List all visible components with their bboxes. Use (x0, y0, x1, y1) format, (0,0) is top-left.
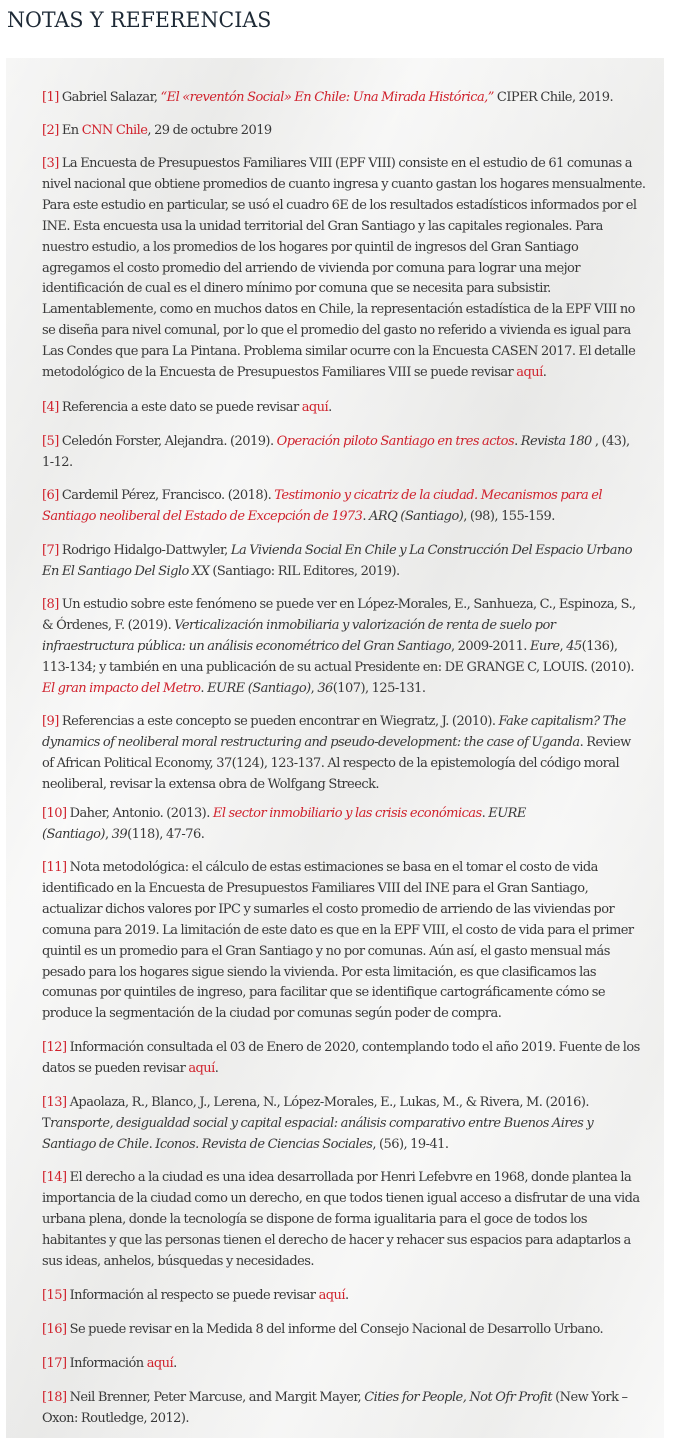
note-number[interactable]: [9] (42, 714, 59, 729)
note-text: Daher, Antonio. (2013). (66, 806, 213, 821)
note-link[interactable]: aquí (301, 400, 329, 415)
note-6 (42, 486, 642, 528)
note-text: . (148, 1136, 156, 1152)
note-text: (107), 125-131. (332, 680, 426, 696)
note-link[interactable]: aquí (188, 1060, 215, 1076)
note-link[interactable]: “El «reventón Social» En Chile: Una Mirada Histórica,” (160, 90, 494, 105)
note-number[interactable]: [6] (42, 488, 59, 503)
note-14 (42, 1168, 642, 1273)
note-text: Apaolaza, R., Blanco, J., Lerena, N., López-Morales, E., Lukas, M., & Rivera, M. (2016). T (42, 1095, 589, 1131)
note-text: Referencias a este concepto se pueden encontrar en Wiegratz, J. (2010). (58, 714, 499, 729)
note-13 (42, 1093, 642, 1156)
note-number[interactable]: [1] (42, 90, 59, 105)
note-text: . (214, 1060, 219, 1076)
note-text: Información consultada el 03 de Enero de 2020, contemplando todo el año 2019. Fuente de los datos se pueden revisar (42, 1040, 640, 1076)
note-text: Gabriel Salazar, (58, 90, 161, 105)
note-text: Un estudio sobre este fenómeno se puede ver en López-Morales, E., Sanhueza, C., Espinoza, S., & Órdenes, F. (2019). (42, 597, 636, 633)
note-link[interactable]: Operación piloto Santiago en tres actos (276, 434, 515, 449)
note-title: Fake capitalism? The dynamics of neoliberal moral restructuring and pseudo-development: the case of Uganda (42, 714, 626, 750)
note-3 (42, 154, 646, 384)
note-number[interactable]: [11] (42, 860, 67, 875)
note-title: Revista 180 (520, 434, 592, 449)
note-link[interactable]: Testimonio y cicatriz de la ciudad. Mecanismos para el Santiago neoliberal del Estado de Excepción de 1973 (42, 488, 603, 524)
note-text: , (43), 1-12. (42, 434, 630, 470)
note-text: . (481, 806, 489, 821)
note-text: . (362, 508, 370, 524)
note-text: Nota metodológica: el cálculo de estas estimaciones se basa en el tomar el costo de vida identificado en la Encuesta de Presupuestos Familiares VIII del INE para el Gran Santiago, actualizar dichos valores por IPC y sumarles el costo promedio de arriendo de las viviendas por comuna para 2019. La limitación de este dato es que en la EPF VIII, el costo de vida para el primer quintil es un promedio para el Gran Santiago y no por comunas. Aún así, el gasto mensual más pesado para los hogares sigue siendo la vivienda. Por esta limitación, es que clasificamos las comunas por quintiles de ingreso, para facilitar que se identifique cartográficamente cómo se produce la segmentación de la ciudad por comunas según poder de compra. (42, 860, 634, 1022)
note-text: (118), 47-76. (127, 826, 205, 842)
note-title: La Vivienda Social En Chile y La Construcción Del Espacio Urbano En El Santiago Del Siglo XX (42, 543, 633, 579)
note-title: 39 (111, 826, 128, 842)
page-title: NOTAS Y REFERENCIAS (7, 8, 272, 32)
note-text: , 29 de octubre 2019 (147, 123, 272, 138)
note-text: . (344, 1288, 349, 1303)
note-link[interactable]: El gran impacto del Metro (42, 680, 201, 696)
note-4 (42, 398, 642, 419)
note-link[interactable]: aquí (516, 365, 543, 381)
note-text: . (173, 1356, 177, 1371)
note-title: EURE (Santiago) (42, 806, 526, 842)
note-number[interactable]: [10] (42, 806, 67, 821)
note-text: . (514, 434, 521, 449)
note-text: , (559, 638, 567, 654)
note-title: EURE (Santiago) (207, 680, 311, 696)
note-16 (42, 1320, 642, 1341)
note-9 (42, 712, 642, 796)
note-title: Eure (529, 638, 560, 654)
note-number[interactable]: [2] (42, 123, 59, 138)
note-2 (42, 121, 642, 142)
note-17 (42, 1354, 642, 1375)
note-number[interactable]: [17] (42, 1356, 67, 1371)
note-number[interactable]: [14] (42, 1170, 67, 1185)
note-11 (42, 858, 642, 1025)
note-title: Iconos. Revista de Ciencias Sociales (155, 1136, 373, 1152)
note-title: Cities for People, Not Ofr Profit (364, 1390, 553, 1405)
note-number[interactable]: [15] (42, 1288, 67, 1303)
note-link[interactable]: aquí (318, 1288, 345, 1303)
note-title: 45 (566, 638, 582, 654)
note-text: . (328, 400, 332, 415)
note-number[interactable]: [18] (42, 1390, 67, 1405)
note-text: Celedón Forster, Alejandra. (2019). (58, 434, 277, 449)
note-number[interactable]: [8] (42, 597, 59, 612)
note-7 (42, 541, 642, 583)
note-number[interactable]: [7] (42, 543, 59, 558)
note-1 (42, 88, 642, 109)
note-text: (New York – Oxon: Routledge, 2012). (42, 1390, 628, 1426)
note-text: (Santiago: RIL Editores, 2019). (209, 563, 400, 579)
note-text: El derecho a la ciudad es una idea desarrollada por Henri Lefebvre en 1968, donde plantea la importancia de la ciudad como un derecho, en que todos tienen igual acceso a disfrutar de una vida urbana plena, donde la tecnología se dispone de forma igualitaria para el goce de todos los habitantes y que las personas tienen el derecho de hacer y rehacer sus espacios para adaptarlos a sus ideas, anhelos, búsquedas y necesidades. (42, 1170, 640, 1269)
note-18 (42, 1388, 642, 1430)
note-text: Cardemil Pérez, Francisco. (2018). (58, 488, 275, 503)
note-text: . (542, 365, 547, 381)
note-number[interactable]: [4] (42, 400, 59, 415)
note-text: CIPER Chile, 2019. (493, 90, 614, 105)
note-12 (42, 1038, 642, 1080)
note-text: Información al respecto se puede revisar (66, 1288, 319, 1303)
note-text: . (200, 680, 208, 696)
note-8 (42, 595, 642, 700)
note-text: Referencia a este dato se puede revisar (58, 400, 302, 415)
note-text: , (104, 826, 112, 842)
note-title: ARQ (Santiago) (369, 508, 464, 524)
note-text: , (98), 155-159. (463, 508, 555, 524)
note-link[interactable]: CNN Chile (81, 123, 148, 138)
note-number[interactable]: [3] (42, 156, 59, 171)
note-text: En (58, 123, 82, 138)
note-text: Neil Brenner, Peter Marcuse, and Margit Mayer, (66, 1390, 365, 1405)
note-title: 36 (317, 680, 333, 696)
note-text: Se puede revisar en la Medida 8 del informe del Consejo Nacional de Desarrollo Urbano. (66, 1322, 604, 1337)
note-text: , (56), 19-41. (372, 1136, 449, 1152)
note-number[interactable]: [12] (42, 1040, 67, 1055)
note-text: . Review of African Political Economy, 37(124), 123-137. Al respecto de la epistemología del código moral neoliberal, revisar la extensa obra de Wolfgang Streeck. (42, 734, 631, 792)
note-text: La Encuesta de Presupuestos Familiares VIII (EPF VIII) consiste en el estudio de 61 comunas a nivel nacional que obtiene promedios de cuanto ingresa y cuanto gastan los hogares mensualmente. Para este estudio en particular, se usó el cuadro 6E de los resultados estadísticos informados por el INE. Esta encuesta usa la unidad territorial del Gran Santiago y las capitales regionales. Para nuestro estudio, a los promedios de los hogares por quintil de ingresos del Gran Santiago agregamos el costo promedio del arriendo de vivienda por comuna para lograr una mejor identificación de cual es el dinero mínimo por comuna que se necesita para subsistir. Lamentablemente, como en muchos datos en Chile, la representación estadística de la EPF VIII no se diseña para nivel comunal, por lo que el promedio del gasto no referido a vivienda es igual para Las Condes que para La Pintana. Problema similar ocurre con la Encuesta CASEN 2017. El detalle metodológico de la Encuesta de Presupuestos Familiares VIII se puede revisar (42, 156, 646, 381)
note-15 (42, 1286, 642, 1307)
note-number[interactable]: [13] (42, 1095, 67, 1110)
note-title: Verticalización inmobiliaria y valorización de renta de suelo por infraestructura pública: un análisis econométrico del Gran Santiago (42, 617, 556, 654)
note-text: Información (66, 1356, 147, 1371)
note-link[interactable]: El sector inmobiliario y las crisis económicas (212, 806, 482, 821)
note-text: , 2009-2011. (451, 638, 530, 654)
notes-panel (6, 58, 664, 1438)
note-title: ransporte, desigualdad social y capital espacial: análisis comparativo entre Buenos Aires y Santiago de Chile (42, 1115, 594, 1152)
note-number[interactable]: [5] (42, 434, 59, 449)
note-link[interactable]: aquí (146, 1356, 174, 1371)
note-5 (42, 432, 642, 474)
note-text: (136), 113-134; y también en una publicación de su actual Presidente en: DE GRANGE C, LOUIS. (2010). (42, 638, 634, 675)
note-text: , (310, 680, 318, 696)
note-10 (42, 804, 542, 846)
note-number[interactable]: [16] (42, 1322, 67, 1337)
note-text: Rodrigo Hidalgo-Dattwyler, (58, 543, 231, 558)
